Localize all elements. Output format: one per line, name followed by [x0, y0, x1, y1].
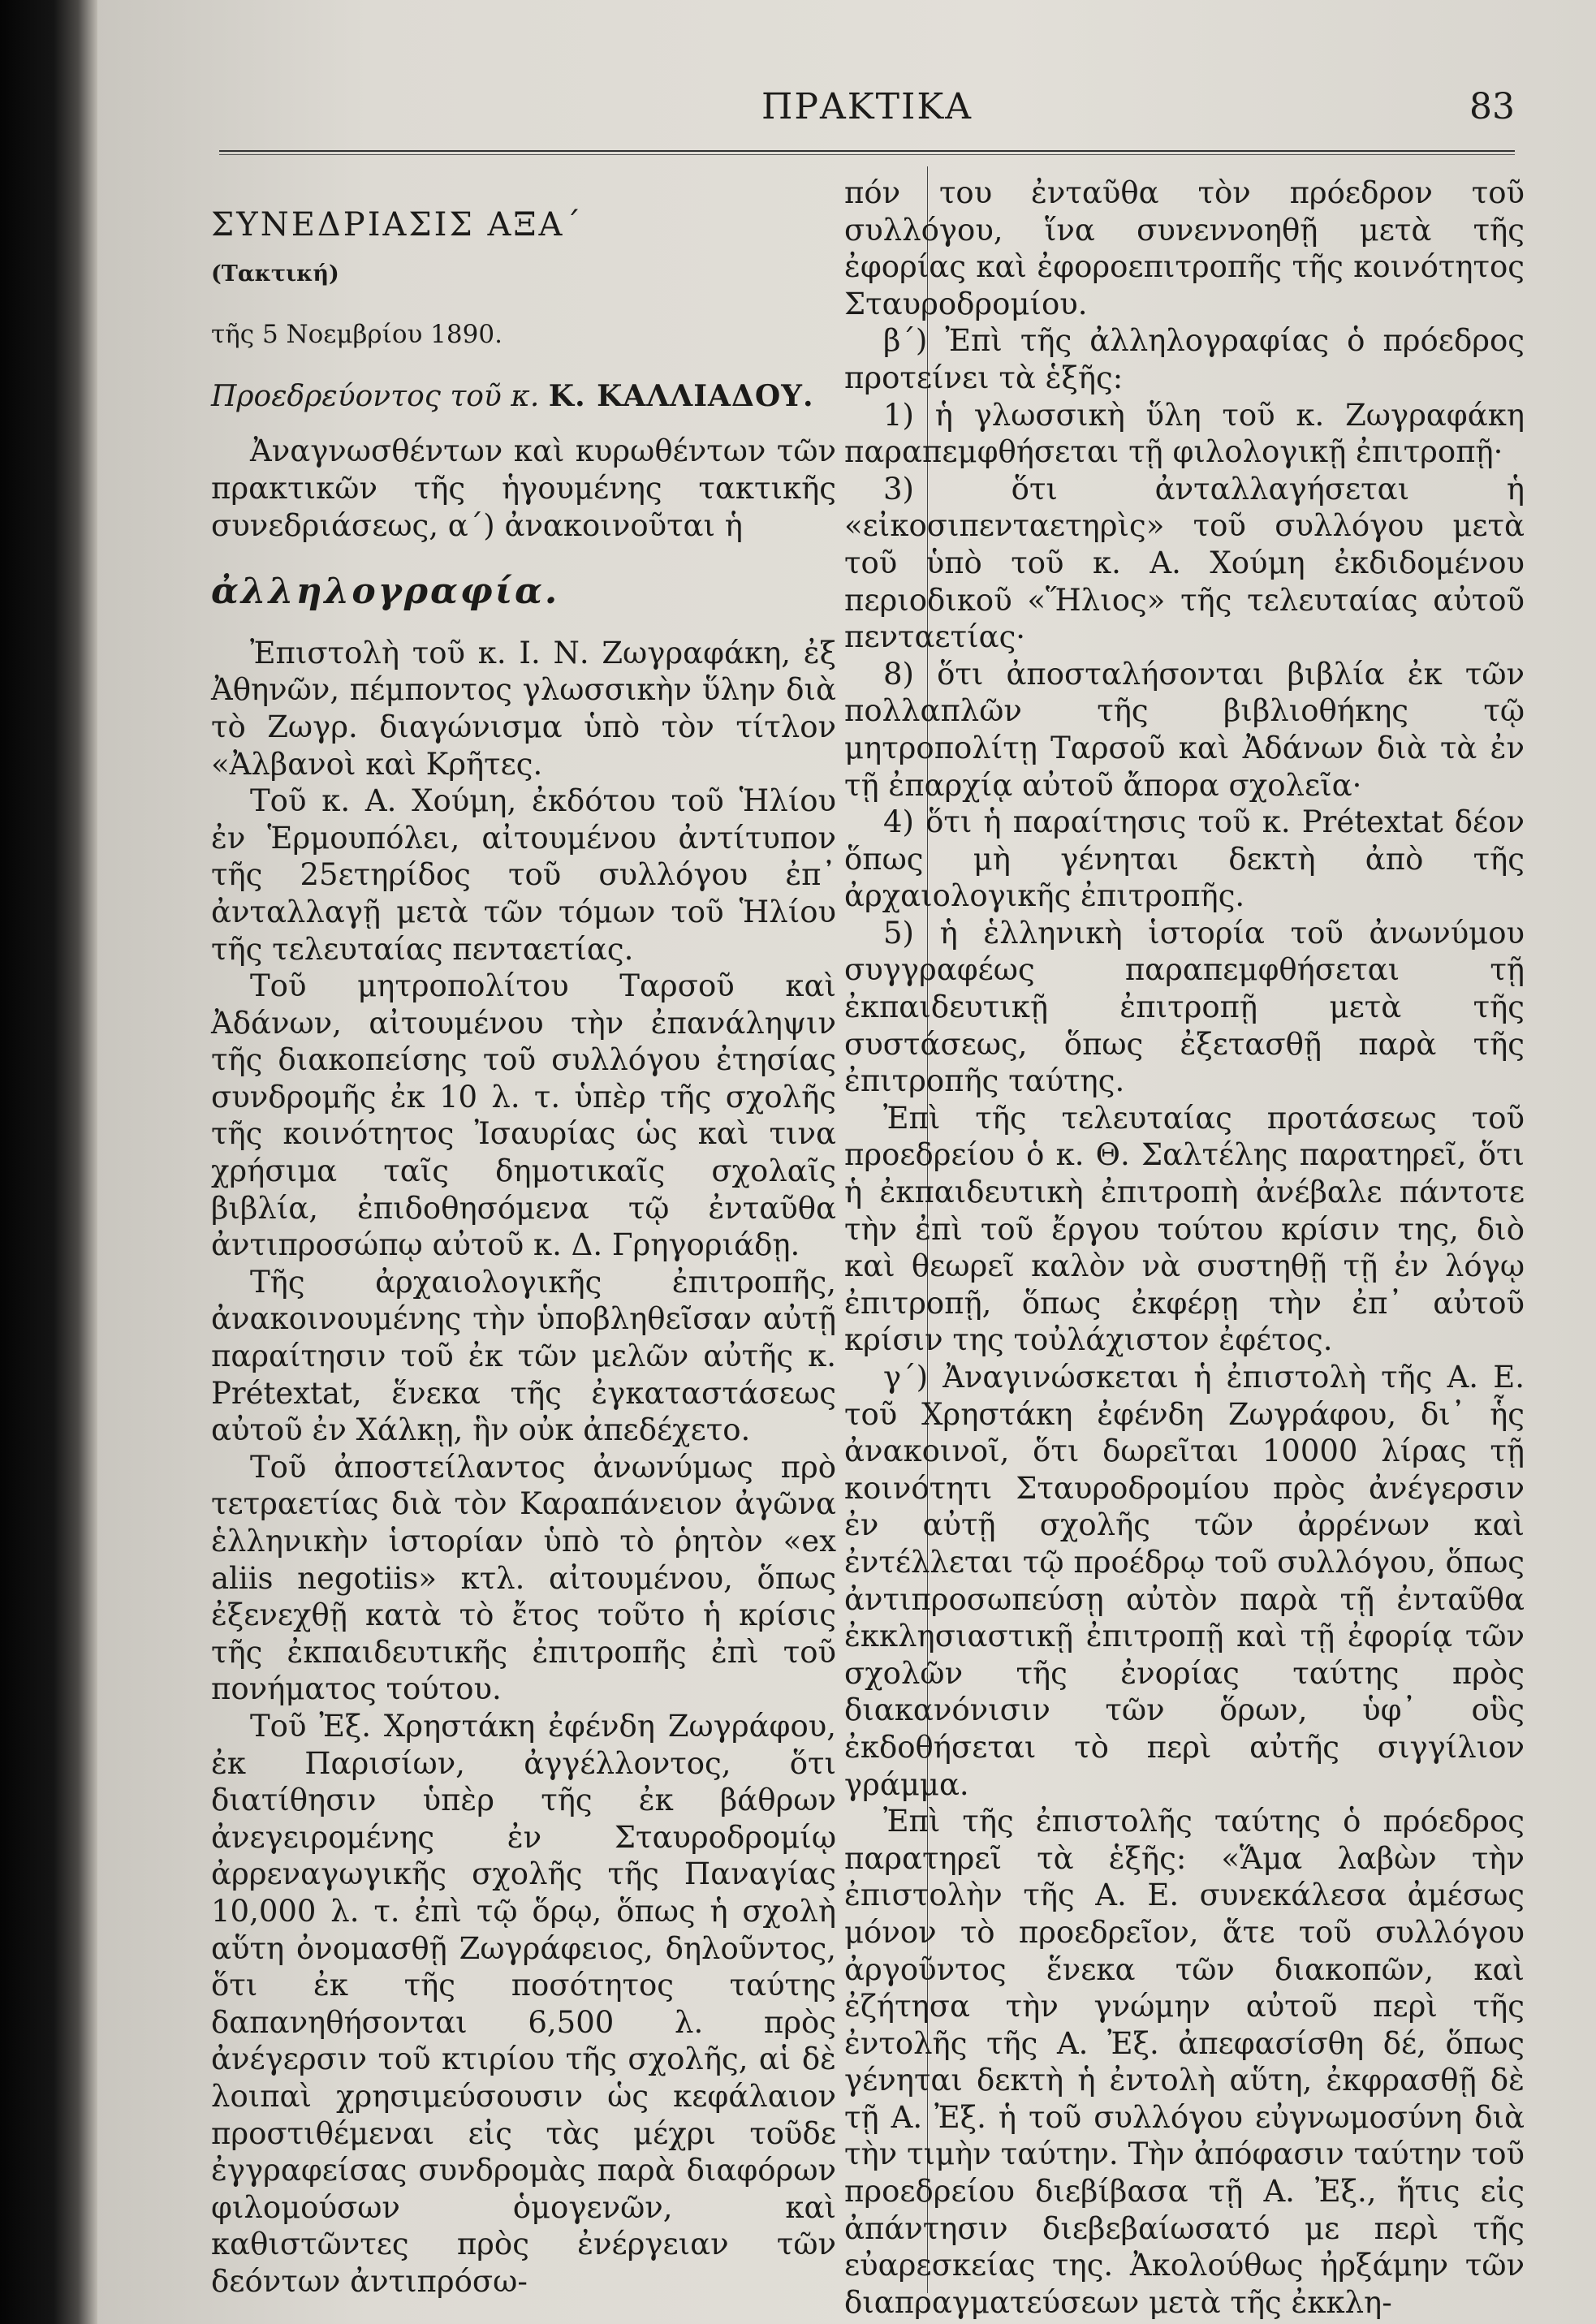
- letter-paragraph: Τοῦ ἀποστείλαντος ἀνωνύμως πρὸ τετραετίας διὰ τὸν Καραπάνειον ἀγῶνα ἑλληνικὴν ἱστορίαν ὑπὸ τὸ ῥητὸν «ex aliis negotiis» κτλ. αἰτουμένου, ὅπως ἐξενεχθῇ κατὰ τὸ ἔτος τοῦτο ἡ κρίσις τῆς ἐκπαιδευτικῆς ἐπιτροπῆς ἐπὶ τοῦ πονήματος τούτου.: [211, 1449, 836, 1707]
- presiding-line: [211, 378, 836, 416]
- letter-paragraph: Τῆς ἀρχαιολογικῆς ἐπιτροπῆς, ἀνακοινουμένης τὴν ὑποβληθεῖσαν αὐτῇ παραίτησιν τοῦ ἐκ τῶν μελῶν αὐτῆς κ. Prétextat, ἕνεκα τῆς ἐγκαταστάσεως αὐτοῦ ἐν Χάλκῃ, ἣν οὐκ ἀπεδέχετο.: [211, 1264, 836, 1448]
- header-rule: [219, 150, 1515, 155]
- book-spine-shadow: [0, 0, 97, 2324]
- presiding-prefix: Προεδρεύοντος τοῦ κ.: [211, 379, 540, 413]
- letter-paragraph: Τοῦ κ. Α. Χούμη, ἐκδότου τοῦ Ἡλίου ἐν Ἑρμουπόλει, αἰτουμένου ἀντίτυπον τῆς 25ετηρίδος τοῦ συλλόγου ἐπ᾽ ἀνταλλαγῇ μετὰ τῶν τόμων τοῦ Ἡλίου τῆς τελευταίας πενταετίας.: [211, 783, 836, 967]
- proposal-item: 4) ὅτι ἡ παραίτησις τοῦ κ. Prétextat δέον ὅπως μὴ γένηται δεκτὴ ἀπὸ τῆς ἀρχαιολογικῆς ἐπιτροπῆς.: [844, 804, 1525, 914]
- intro-paragraph: Ἀναγνωσθέντων καὶ κυρωθέντων τῶν πρακτικῶν τῆς ἡγουμένης τακτικῆς συνεδριάσεως, α΄) ἀνακοινοῦται ἡ: [211, 433, 836, 543]
- proposal-item: 5) ἡ ἑλληνικὴ ἱστορία τοῦ ἀνωνύμου συγγραφέως παραπεμφθήσεται τῇ ἐκπαιδευτικῇ ἐπιτροπῇ μετὰ τῆς συστάσεως, ὅπως ἐξετασθῇ παρὰ τῆς ἐπιτροπῆς ταύτης.: [844, 915, 1525, 1099]
- continuation-paragraph: πόν του ἐνταῦθα τὸν πρόεδρον τοῦ συλλόγου, ἵνα συνεννοηθῇ μετὰ τῆς ἐφορίας καὶ ἐφοροεπιτροπῆς τῆς κοινότητος Σταυροδρομίου.: [844, 175, 1525, 321]
- body-paragraph: Ἐπὶ τῆς τελευταίας προτάσεως τοῦ προεδρείου ὁ κ. Θ. Σαλτέλης παρατηρεῖ, ὅτι ἡ ἐκπαιδευτικὴ ἐπιτροπὴ ἀνέβαλε πάντοτε τὴν ἐπὶ τοῦ ἔργου τούτου κρίσιν της, διὸ καὶ θεωρεῖ καλὸν νὰ συστηθῇ τῇ ἐν λόγῳ ἐπιτροπῇ, ὅπως ἐκφέρῃ τὴν ἐπ᾽ αὐτοῦ κρίσιν της τοὐλάχιστον ἐφέτος.: [844, 1100, 1525, 1358]
- running-header: [219, 81, 1515, 138]
- presiding-name: Κ. ΚΑΛΛΙΑΔΟΥ.: [548, 378, 814, 413]
- letter-paragraph: Τοῦ Ἐξ. Χρηστάκη ἐφένδη Ζωγράφου, ἐκ Παρισίων, ἀγγέλλοντος, ὅτι διατίθησιν ὑπὲρ τῆς ἐκ βάθρων ἀνεγειρομένης ἐν Σταυροδρομίῳ ἀρρεναγωγικῆς σχολῆς τῆς Παναγίας 10,000 λ. τ. ἐπὶ τῷ ὅρῳ, ὅπως ἡ σχολὴ αὕτη ὀνομασθῇ Ζωγράφειος, δηλοῦντος, ὅτι ἐκ τῆς ποσότητος ταύτης δαπανηθήσονται 6,500 λ. πρὸς ἀνέγερσιν τοῦ κτιρίου τῆς σχολῆς, αἱ δὲ λοιπαὶ χρησιμεύσουσιν ὡς κεφάλαιον προστιθέμεναι εἰς τὰς μέχρι τοῦδε ἐγγραφείσας συνδρομὰς παρὰ διαφόρων φιλομούσων ὁμογενῶν, καὶ καθιστῶντες πρὸς ἐνέργειαν τῶν δεόντων ἀντιπρόσω-: [211, 1708, 836, 2299]
- body-paragraph: β΄) Ἐπὶ τῆς ἀλληλογραφίας ὁ πρόεδρος προτείνει τὰ ἑξῆς:: [844, 323, 1525, 395]
- proposal-item: 1) ἡ γλωσσικὴ ὕλη τοῦ κ. Ζωγραφάκη παραπεμφθήσεται τῇ φιλολογικῇ ἐπιτροπῇ·: [844, 397, 1525, 470]
- book-page: [97, 0, 1596, 2324]
- session-date: τῆς 5 Νοεμβρίου 1890.: [211, 320, 503, 350]
- left-column: [211, 175, 836, 2300]
- body-paragraph: Ἐπὶ τῆς ἐπιστολῆς ταύτης ὁ πρόεδρος παρατηρεῖ τὰ ἑξῆς: «Ἅμα λαβὼν τὴν ἐπιστολὴν τῆς Α. Ε. συνεκάλεσα ἀμέσως μόνον τὸ προεδρεῖον, ἅτε τοῦ συλλόγου ἀργοῦντος ἕνεκα τῶν διακοπῶν, καὶ ἐζήτησα τὴν γνώμην αὐτοῦ περὶ τῆς ἐντολῆς τῆς Α. Ἐξ. ἀπεφασίσθη δέ, ὅπως γένηται δεκτὴ ἡ ἐντολὴ αὕτη, ἐκφρασθῇ δὲ τῇ Α. Ἐξ. ἡ τοῦ συλλόγου εὐγνωμοσύνη διὰ τὴν τιμὴν ταύτην. Τὴν ἀπόφασιν ταύτην τοῦ προεδρείου διεβίβασα τῇ Α. Ἐξ., ἥτις εἰς ἀπάντησιν διεβεβαίωσατό με περὶ τῆς εὐαρεσκείας της. Ἀκολούθως ἠρξάμην τῶν διαπραγματεύσεων μετὰ τῆς ἐκκλη-: [844, 1804, 1525, 2320]
- page-number: 83: [1469, 86, 1515, 127]
- running-title: ΠΡΑΚΤΙΚΑ: [761, 86, 973, 127]
- right-column: [844, 175, 1525, 2321]
- proposal-item: 8) ὅτι ἀποσταλήσονται βιβλία ἐκ τῶν πολλαπλῶν τῆς βιβλιοθήκης τῷ μητροπολίτῃ Ταρσοῦ καὶ Ἀδάνων διὰ τὰ ἐν τῇ ἐπαρχίᾳ αὐτοῦ ἄπορα σχολεῖα·: [844, 656, 1525, 803]
- session-title: ΣΥΝΕΔΡΙΑΣΙΣ ΑΞΑ΄: [211, 206, 584, 244]
- letter-paragraph: Ἐπιστολὴ τοῦ κ. Ι. Ν. Ζωγραφάκη, ἐξ Ἀθηνῶν, πέμποντος γλωσσικὴν ὕλην διὰ τὸ Ζωγρ. διαγώνισμα ὑπὸ τὸν τίτλον «Ἀλβανοὶ καὶ Κρῆτες.: [211, 635, 836, 782]
- correspondence-heading: ἀλληλογραφία.: [211, 571, 560, 613]
- letter-paragraph: Τοῦ μητροπολίτου Ταρσοῦ καὶ Ἀδάνων, αἰτουμένου τὴν ἐπανάληψιν τῆς διακοπείσης τοῦ συλλόγου ἐτησίας συνδρομῆς ἐκ 10 λ. τ. ὑπὲρ τῆς σχολῆς τῆς κοινότητος Ἰσαυρίας ὡς καὶ τινα χρήσιμα ταῖς δημοτικαῖς σχολαῖς βιβλία, ἐπιδοθησόμενα τῷ ἐνταῦθα ἀντιπροσώπῳ αὐτοῦ κ. Δ. Γρηγοριάδῃ.: [211, 968, 836, 1263]
- body-paragraph: γ΄) Ἀναγινώσκεται ἡ ἐπιστολὴ τῆς Α. Ε. τοῦ Χρηστάκη ἐφένδη Ζωγράφου, δι᾽ ἧς ἀνακοινοῖ, ὅτι δωρεῖται 10000 λίρας τῇ κοινότητι Σταυροδρομίου πρὸς ἀνέγερσιν ἐν αὐτῇ σχολῆς τῶν ἀρρένων καὶ ἐντέλλεται τῷ προέδρῳ τοῦ συλλόγου, ὅπως ἀντιπροσωπεύσῃ αὐτὸν παρὰ τῇ ἐνταῦθα ἐκκλησιαστικῇ ἐπιτροπῇ καὶ τῇ ἐφορίᾳ τῶν σχολῶν τῆς ἐνορίας ταύτης πρὸς διακανόνισιν τῶν ὅρων, ὑφ᾽ οὓς ἐκδοθήσεται τὸ περὶ αὐτῆς σιγγίλιον γράμμα.: [844, 1360, 1525, 1802]
- proposal-item: 3) ὅτι ἀνταλλαγήσεται ἡ «εἰκοσιπενταετηρὶς» τοῦ συλλόγου μετὰ τοῦ ὑπὸ τοῦ κ. Α. Χούμη ἐκδιδομένου περιοδικοῦ «Ἥλιος» τῆς τελευταίας αὐτοῦ πενταετίας·: [844, 471, 1525, 655]
- session-type: (Τακτική): [211, 261, 339, 287]
